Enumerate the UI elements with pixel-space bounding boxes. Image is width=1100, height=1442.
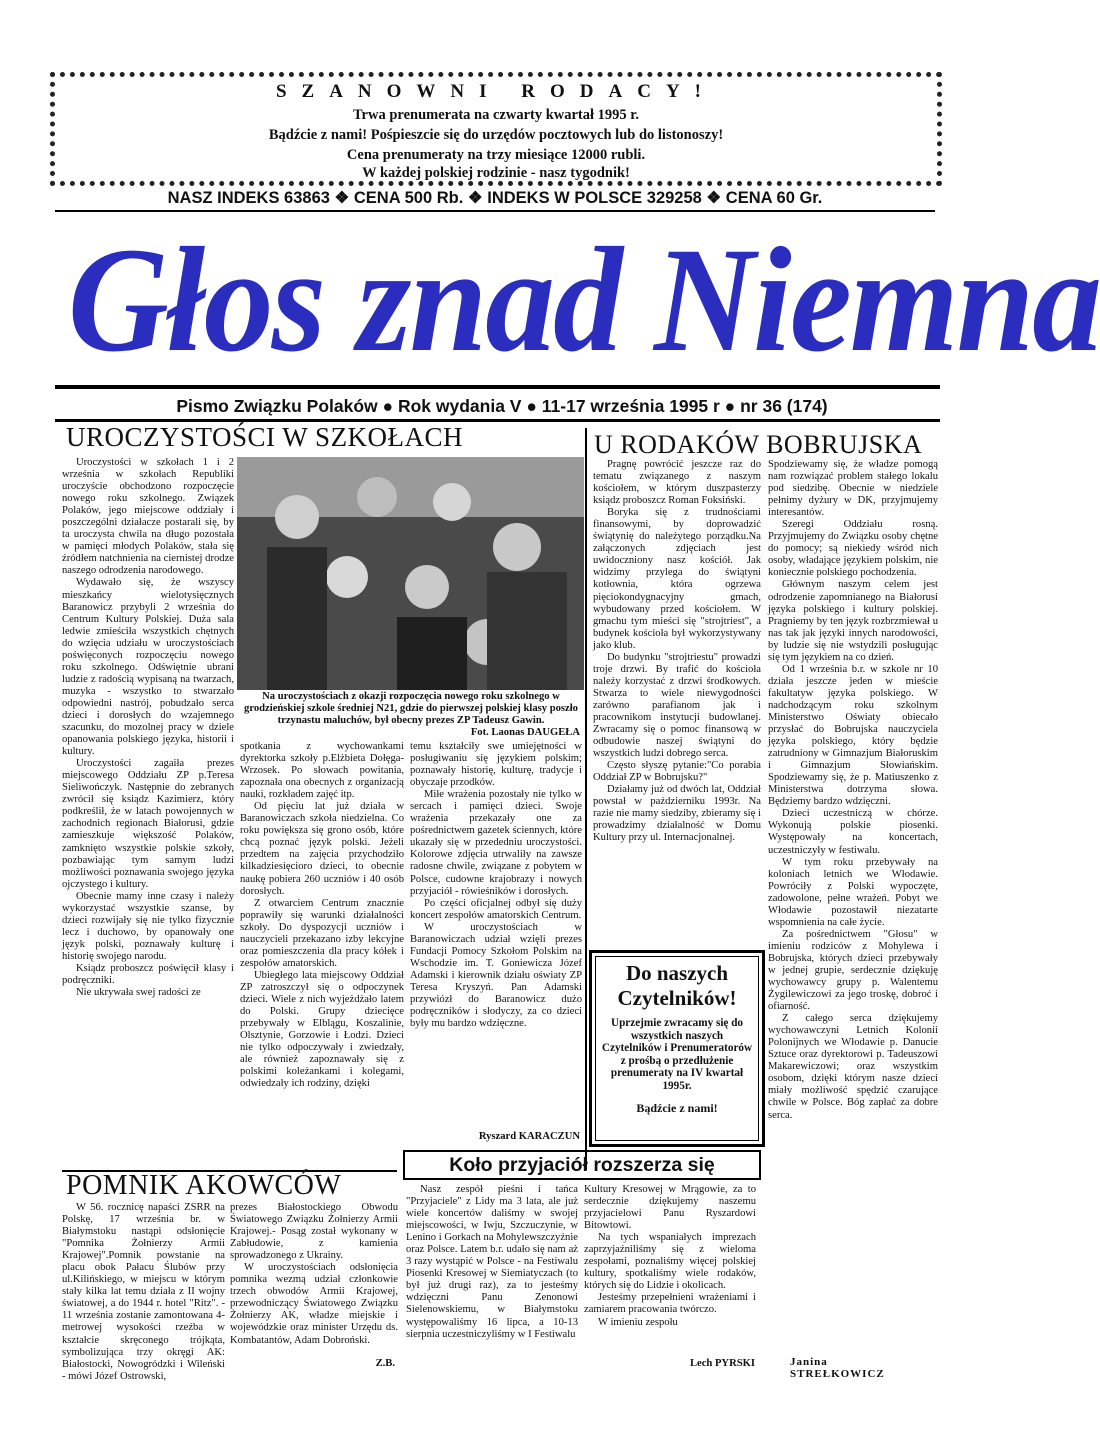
paragraph: Jesteśmy przepełnieni wrażeniami i zamiarem pracowania twórczo. <box>584 1292 756 1316</box>
paragraph: Ubiegłego lata miejscowy Oddział ZP zatroszczył się o odpoczynek dzieci. Wiele z nich wyjeżdżało latem do Polski. Grupy dziecięce przebywały w Elblągu, Koszalinie, Olsztynie, Gorzowie i Łodzi. Dzieci nie tylko odpoczywały i zwiedzały, ale również zapoznawały się z polskimi koleżankami i kolegami, odwiedzały ich rodziny, dzięki <box>240 969 404 1090</box>
paragraph: Obecnie mamy inne czasy i należy wykorzystać wszystkie szanse, by dzieci rozwijały się nie tylko fizycznie lecz i duchowo, by opanowały one język polski, poznawały kulturę i historię swojego narodu. <box>62 890 234 962</box>
paragraph: Miłe wrażenia pozostały nie tylko w sercach i pamięci dzieci. Swoje wrażenia przekazały one za pośrednictwem gazetek ściennych, które ukazały się w przededniu uroczystości. Kolorowe zdjęcia utrwaliły na zawsze radosne chwile, związane z pobytem w Polsce, cudowne krajobrazy i nowych przyjaciół - rówieśników i dorosłych. <box>410 789 582 897</box>
article2-column-2 <box>768 459 938 1347</box>
article1-headline: UROCZYSTOŚCI W SZKOŁACH <box>66 422 464 452</box>
masthead <box>60 200 1100 390</box>
notice-closing: Bądźcie z nami! <box>636 1100 718 1115</box>
paragraph: Z całego serca dziękujemy wychowawczyni Letnich Kolonii Polonijnych we Włodawie p. Danucie Sztuce oraz dyrektorowi p. Tadeuszowi Makarewiczowi; oraz wszystkim osobom, dzięki którym nasze dzieci miały możliwość spędzić czarujące chwile w Polsce. Bóg zapłać za dobre serca. <box>768 1013 938 1121</box>
notice-title-line: Do naszych <box>625 961 729 985</box>
article2-column-1 <box>593 459 761 947</box>
paragraph: Często słyszę pytanie:"Co porabia Oddział ZP w Bobrujsku?" <box>593 760 761 784</box>
author-last-name: STREŁKOWICZ <box>790 1368 885 1380</box>
banner-line-1: Trwa prenumerata na czwarty kwartał 1995 r. <box>352 107 640 123</box>
article1-column-3 <box>410 741 582 1137</box>
masthead-title: Głos znad Niemna <box>68 217 1100 383</box>
paragraph: Na tych wspaniałych imprezach zaprzyjaźniliśmy się z wieloma zespołami, poznaliśmy więcej polskiej kultury, spotkaliśmy wiele rodaków, których się do Lidzie i okolicach. <box>584 1232 756 1292</box>
article4-column-1 <box>406 1184 578 1378</box>
article3-column-2 <box>230 1202 398 1352</box>
notice-title-line: Czytelników! <box>617 986 737 1010</box>
paragraph: Za pośrednictwem "Głosu" w imieniu rodziców z Mohylewa i Bobrujska, których dzieci przebywały w jednej grupie, serdecznie dziękuję wychowawcy grupy p. Walentemu Żygilewiczowi za jego troskę, dobroć i ofiarność. <box>768 928 938 1013</box>
notice-title <box>596 961 758 1011</box>
paragraph: temu kształciły swe umiejętności w posługiwaniu się językiem polskim; poznawały historię, kulturę, tradycje i obyczaje przodków. <box>410 741 582 789</box>
column-divider <box>585 428 587 1170</box>
paragraph: Działamy już od dwóch lat, Oddział powstał w październiku 1993r. Na razie nie mamy siedziby, zbieramy się i prowadzimy działalność w Domu Kultury przy ul. Internacjonalnej. <box>593 784 761 844</box>
paragraph: Ksiądz proboszcz poświęcił klasy i podręczniki. <box>62 962 234 987</box>
school-ceremony-photo <box>237 457 584 690</box>
article1-author: Ryszard KARACZUN <box>478 1131 580 1142</box>
paragraph: Po części oficjalnej odbył się duży koncert zespołów amatorskich Centrum. <box>410 897 582 921</box>
paragraph: Wydawało się, że wszyscy mieszkańcy wielotysięcznych Baranowicz przybyli 2 września do Centrum Kultury Polskiej. Duża sala ledwie zmieściła wszystkich chętnych do wzięcia udziału w uroczystościach poświęconych rozpoczęciu nowego roku szkolnego. Odświętnie ubrani ludzie z radością wypisaną na twarzach, muzyka - wszystko to stwarzało odpowiedni nastrój, pobudzało serca dzieci i dorosłych do wzajemnego szacunku, do mozolnej pracy w dziele opanowania polskiego języka, historii i kultury. <box>62 577 234 758</box>
paragraph: Dzieci uczestniczą w chórze. Wykonują polskie piosenki. Występowały na koncertach, uczestniczyły w festiwalu. <box>768 808 938 856</box>
paragraph: Z otwarciem Centrum znacznie poprawiły się warunki działalności szkoły. Do dyspozycji uczniów i nauczycieli przekazano izby lekcyjne oraz pomieszczenia dla pracy kółek i zespołów amatorskich. <box>240 897 404 969</box>
paragraph: W uroczystościach odsłonięcia pomnika wezmą udział członkowie trzech obwodów Armii Krajowej, przewodniczący Światowego Związku Żołnierzy AK, władze miejskie i wojewódzkie oraz minister Urzędu ds. Kombatantów, Adam Dobroński. <box>230 1262 398 1346</box>
masthead-subtitle: Pismo Związku Polaków ● Rok wydania V ● 11-17 września 1995 r ● nr 36 (174) <box>176 396 828 416</box>
article1-column-2 <box>240 741 404 1169</box>
article4-author: Lech PYRSKI <box>689 1358 755 1369</box>
photo-caption: Na uroczystościach z okazji rozpoczęcia nowego roku szkolnego w grodzieńskiej szkole średniej N21, gdzie do pierwszej polskiej klasy poszło trzynastu maluchów, był obecny prezes ZP Tadeusz Gawin. <box>244 691 578 726</box>
paragraph: Pragnę powrócić jeszcze raz do tematu związanego z naszym kościołem, w którym duszpasterzy ksiądz proboszcz Roman Foksiński. <box>593 459 761 507</box>
notice-body: Uprzejmie zwracamy się do wszystkich naszych Czytelników i Prenumeratorów z prośbą o przedłużenie prenumeraty na IV kwartał 1995r. <box>601 1017 753 1092</box>
author-first-name: Janina <box>790 1356 828 1368</box>
photo-illustration <box>237 457 584 690</box>
article3-headline: POMNIK AKOWCÓW <box>66 1170 342 1201</box>
paragraph: Boryka się z trudnościami finansowymi, by doprowadzić świątynię do należytego porządku.Na załączonych zdjęciach jest uwidoczniony nasz kościół. Jak widzimy przylega do świątyni kotłownia, która ogrzewa pięciokondygnacyjny gmach, wybudowany przed kościołem. W gmachu tym mieści się "strojtriest", a budynek kościoła był wykorzystywany jako klub. <box>593 507 761 651</box>
paragraph: Uroczystości w szkołach 1 i 2 września w szkołach Republiki uroczyście obchodzono rozpoczęcie nowego roku szkolnego. Związek Polaków, jego miejscowe oddziały i poszczególni działacze postarali się, by ta uroczysta chwila na długo pozostała w pamięci młodych Polaków, stała się źródłem natchnienia na ciernistej drodze naszego odrodzenia narodowego. <box>62 457 234 577</box>
article4-column-2 <box>584 1184 756 1356</box>
banner-line-3: Cena prenumeraty na trzy miesiące 12000 rubli. <box>346 147 646 163</box>
paragraph: W tym roku przebywały na koloniach letnich we Włodawie. Powróciły z Polski wypoczęte, zadowolone, pełne wrażeń. Pobyt we Włodawie pozostawił niezatarte wspomnienia na całe życie. <box>768 856 938 928</box>
masthead-rule <box>55 385 940 389</box>
paragraph: W uroczystościach w Baranowiczach udział wzięli prezes Fundacji Pomocy Szkołom Polskim na Wschodzie im. T. Goniewicza Józef Adamski i kierownik działu oświaty ZP Teresa Kryszyń. Pan Adamski przywiózł do Baranowicz dużo podręczników i słodyczy, za co dzieci były mu bardzo wdzięczne. <box>410 921 582 1030</box>
paragraph: Od 1 września b.r. w szkole nr 10 działa jeszcze jeden w mieście fakultatyw języka polskiego. W nadchodzącym roku szkolnym Ministerstwo Oświaty obiecało przysłać do Bobrujska nauczyciela języka polskiego, który będzie zatrudniony w Gimnazjum Białoruskim i Gimnazjum Słowiańskim. Spodziewamy się, że p. Matiuszenko z Ministerstwa dotrzyma słowa. Będziemy bardzo wdzięczni. <box>768 663 938 808</box>
banner-line-4: W każdej polskiej rodzinie - nasz tygodnik! <box>362 165 630 181</box>
paragraph: Do budynku "strojtriestu" prowadzi troje drzwi. By trafić do kościoła należy korzystać z drzwi środkowych. Stwarza to wiele niewygodności zarówno parafianom jak i pracownikom instytucji budowlanej. Zwracamy się o pomoc finansową w odbudowie naszej świątyni do wszystkich ludzi dobrego serca. <box>593 651 761 760</box>
banner-title: SZANOWNI RODACY! <box>275 81 717 102</box>
article3-author: Z.B. <box>375 1358 395 1369</box>
paragraph: Spodziewamy się, że władze pomogą nam rozwiązać problem stałego lokalu pod siedzibę. Obecnie w niedziele pełnimy dyżury w DK, przyjmujemy interesantów. <box>768 459 938 519</box>
subscription-banner <box>50 72 942 186</box>
paragraph: Nie ukrywała swej radości ze <box>76 987 201 999</box>
photo-credit: Fot. Laonas DAUGEŁA <box>470 727 580 738</box>
article3-column-1 <box>62 1202 225 1382</box>
paragraph: spotkania z wychowankami dyrektorka szkoły p.Elżbieta Dołęga-Wrzosek. Po słowach powitania, zapoznała ona obecnych z organizacją nauki, rozkładem zajęć itp. <box>240 741 404 801</box>
paragraph: Od pięciu lat już działa w Baranowiczach szkoła niedzielna. Co roku powiększa się grono osób, które chcą poznać język polski. Jeżeli przedtem na zajęcia przychodziło kilkadziesięciorо dzieci, to obecnie naukę pobiera 260 uczniów i 40 osób dorosłych. <box>240 801 404 897</box>
article4-headline-box <box>403 1150 761 1180</box>
paragraph: W 56. rocznicę napaści ZSRR na Polskę, 17 września br. w Białymstoku nastąpi odsłonięcie "Pomnika Żołnierzy Armii Krajowej".Pomnik powstanie na placu obok Pałacu Ślubów przy ul.Kilińskiego, w miejscu w którym stały kilka lat temu działa z II wojny światowej, a do 1944 r. hotel "Ritz". - 11 września zostanie zamontowana 4-metrowej wysokości rzeźba w kształcie skręconego trójkąta, symbolizująca trzy okręgi AK: Białostocki, Nowogródzki i Wileński - mówi Józef Ostrowski, <box>62 1202 225 1382</box>
article4-headline: Koło przyjaciół rozszerza się <box>449 1154 715 1176</box>
readers-notice-box <box>589 950 765 1147</box>
paragraph: prezes Białostockiego Obwodu Światowego Związku Żołnierzy Armii Krajowej.- Posąg został wykonany w Zabłudowie, z kamienia sprowadzonego z Ukrainy. <box>230 1202 398 1262</box>
banner-line-2: Bądźcie z nami! Pośpieszcie się do urzędów pocztowych lub do listonoszy! <box>268 127 724 143</box>
paragraph: Kultury Kresowej w Mrągowie, za to serdecznie dziękujemy naszemu przyjacielowi Panu Ryszardowi Bitowtowi. <box>584 1184 756 1232</box>
paragraph: Nasz zespół pieśni i tańca "Przyjaciele" z Lidy ma 3 lata, ale już wiele koncertów daliśmy w swojej miejscowości, w Iwju, Szczuczynie, w Lenino i Gorkach na Mohylewszczyźnie oraz Polsce. Latem b.r. udało się nam aż 3 razy wystąpić w Polsce - na Festiwalu Piosenki Kresowej w Siemiatyczach (to był już drugi raz), za to jesteśmy wdzięczni Panu Zenonowi Sielenowskiemu, w Białymstoku występowaliśmy 16 lipca, a 10-13 sierpnia uczestniczyliśmy w I Festiwalu <box>406 1184 578 1340</box>
paragraph: W imieniu zespołu <box>598 1316 678 1328</box>
paragraph: Uroczystości zagaiła prezes miejscowego Oddziału ZP p.Teresa Sieliwończyk. Następnie do zebranych zwrócił się ksiądz Kazimierz, który podkreślił, że w latach powojennych w zachodnich regionach Białorusi, gdzie zamieszkuje większość Polaków, zamknięto wszystkie polskie szkoły, pozbawiając tym samym ludzi możliwości poznawania swojego języka ojczystego i kultury. <box>62 758 234 890</box>
paragraph: Głównym naszym celem jest odrodzenie zapomnianego na Białorusi języka polskiego i kultury polskiej. Pragniemy by ten język rozbrzmiewał u nas tak jak języki innych narodowości, by ludzie się nie wstydzili posługując się tym językiem na co dzień. <box>768 579 938 663</box>
paragraph: Szeregi Oddziału rosną. Przyjmujemy do Związku osoby chętne do pomocy; są niekiedy wśród nich osoby, władające językiem polskim, nie koniecznie polskiego pochodzenia. <box>768 519 938 579</box>
article2-author <box>790 1356 940 1380</box>
article1-column-1 <box>62 457 234 1169</box>
index-bar: NASZ INDEKS 63863 ❖ CENA 500 Rb. ❖ INDEKS W POLSCE 329258 ❖ CENA 60 Gr. <box>167 189 823 207</box>
article2-headline: U RODAKÓW BOBRUJSKA <box>594 430 923 459</box>
